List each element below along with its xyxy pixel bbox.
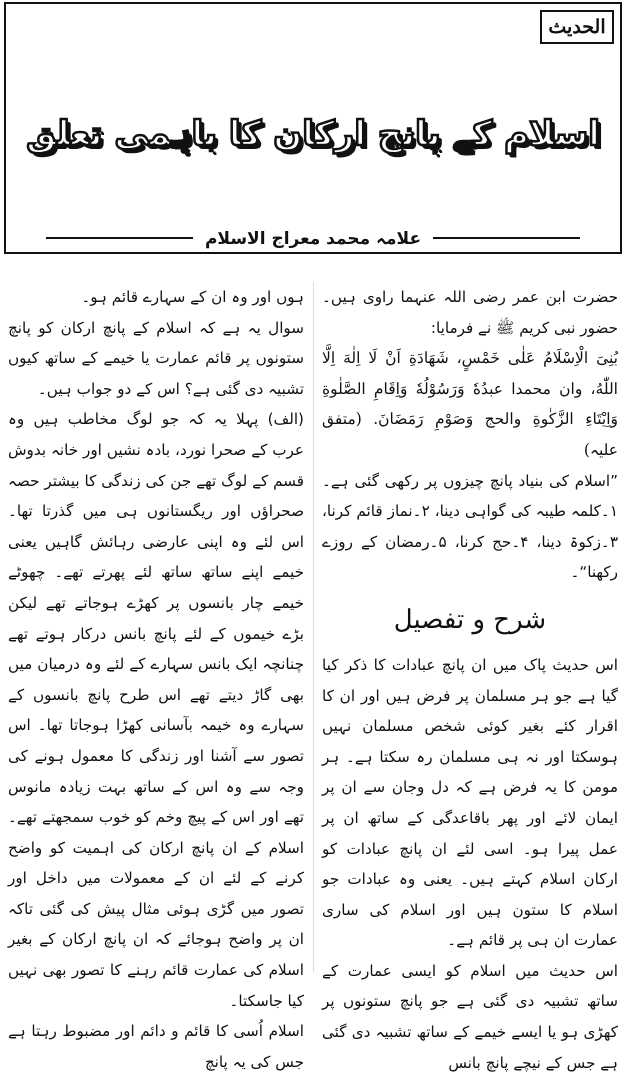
author-name: علامہ محمد معراج الاسلام <box>204 228 422 249</box>
hadith-arabic-text: بُنِیَ الْاِسْلَامُ عَلٰی خَمْسٍ، شَهَادَةِ اَنْ لَا اِلٰهَ اِلَّا اللّٰهُ، وان محمدا عبدُهٗ وَرَسُوْلُهٗ وَاِقَامِ الصَّلٰوةِ وَاِيْتَاءِ الزَّكٰوةِ والحج وَصَوْمِ رَمَضَانَ. (متفق علیہ) <box>322 349 618 459</box>
byline-rule-right <box>433 237 580 239</box>
author-byline <box>46 226 580 250</box>
article-header <box>4 2 622 254</box>
paragraph-analogy: اس حدیث میں اسلام کو ایسی عمارت کے ساتھ تشبیہ دی گئی ہے جو پانچ ستونوں پر کھڑی ہو یا ایسے خیمے کے ساتھ تشبیہ دی گئی ہے جس کے نیچے پانچ بانس <box>322 961 618 1072</box>
paragraph-continuation: ہوں اور وہ ان کے سہارے قائم ہو۔ <box>81 288 304 306</box>
paragraph-answer-alif: (الف) پہلا یہ کہ جو لوگ مخاطب ہیں وہ عرب کے صحرا نورد، بادہ نشیں اور خانہ بدوش قسم کے لوگ تھے جن کی زندگی کا بیشتر حصہ صحراؤں اور ریگستانوں ہی میں گذرتا تھا۔ اس لئے وہ اپنی عارضی رہائش گاہیں یعنی خیمے اپنے ساتھ ساتھ لئے پھرتے تھے۔ چھوٹے خیمے چار بانسوں پر کھڑے ہوجاتے تھے لیکن بڑے خیموں کے لئے پانچ بانس درکار ہوتے تھے چنانچہ ایک بانس سہارے کے لئے وہ درمیان میں بھی گاڑ دیتے تھے اس طرح پانچ بانسوں کے سہارے وہ خیمہ بآسانی کھڑا ہوجاتا تھا۔ اس تصور سے آشنا اور زندگی کا معمول ہونے کی وجہ سے وہ اس کے ساتھ بہت زیادہ مانوس تھے اور اس کے پیچ وخم کو خوب سمجھتے تھے۔ اسلام کے ان پانچ ارکان کی اہمیت کو واضح کرنے کے لئے ان کے معمولات میں داخل اور تصور میں گڑی ہوئی مثال پیش کی گئی تاکہ ان پر واضح ہوجائے کہ ان پانچ ارکان کے بغیر اسلام کی عمارت قائم رہنے کا تصور بھی نہیں کیا جاسکتا۔ <box>8 410 304 1010</box>
paragraph-question: سوال یہ ہے کہ اسلام کے پانچ ارکان کو پانچ ستونوں پر قائم عمارت یا خیمے کے ساتھ کیوں تشبیہ دی گئی ہے؟ اس کے دو جواب ہیں۔ <box>8 318 304 398</box>
text-column-left <box>8 282 304 1071</box>
paragraph-closing: اسلام اُسی کا قائم و دائم اور مضبوط رہتا ہے جس کی یہ پانچ <box>8 1022 304 1071</box>
section-label-badge <box>540 10 614 44</box>
paragraph-explanation: اس حدیث پاک میں ان پانچ عبادات کا ذکر کیا گیا ہے جو ہر مسلمان پر فرض ہیں اور ان کا اقرار کئے بغیر کوئی شخص مسلمان نہیں ہوسکتا اور نہ ہی مسلمان رہ سکتا ہے۔ ہر مومن کا یہ فرض ہے کہ دل وجان سے ان پر ایمان لائے اور پھر باقاعدگی کے ساتھ ان پر عمل پیرا ہو۔ اسی لئے ان پانچ عبادات کو ارکان اسلام کہتے ہیں۔ یعنی وہ عبادات جو اسلام کا ستون ہیں اور اسلام کی ساری عمارت ان ہی پر قائم ہے۔ <box>322 655 618 950</box>
text-column-right <box>322 282 618 1072</box>
hadith-translation: ”اسلام کی بنیاد پانچ چیزوں پر رکھی گئی ہے۔ ۱۔کلمہ طیبہ کی گواہی دینا، ۲۔نماز قائم کرنا، ۳۔زکوۃ دینا، ۴۔حج کرنا، ۵۔رمضان کے روزے رکھنا“۔ <box>322 471 618 582</box>
section-label: الحدیث <box>548 16 606 38</box>
article-title: اسلام کے پانچ ارکان کا باہمی تعلق <box>26 114 600 154</box>
column-divider <box>313 282 314 972</box>
section-subheading: شرح و تفصیل <box>393 604 547 635</box>
byline-rule-left <box>46 237 193 239</box>
paragraph-narration: حضرت ابن عمر رضی اللہ عنہما راوی ہیں۔ حضور نبی کریم ﷺ نے فرمایا: <box>322 288 618 337</box>
